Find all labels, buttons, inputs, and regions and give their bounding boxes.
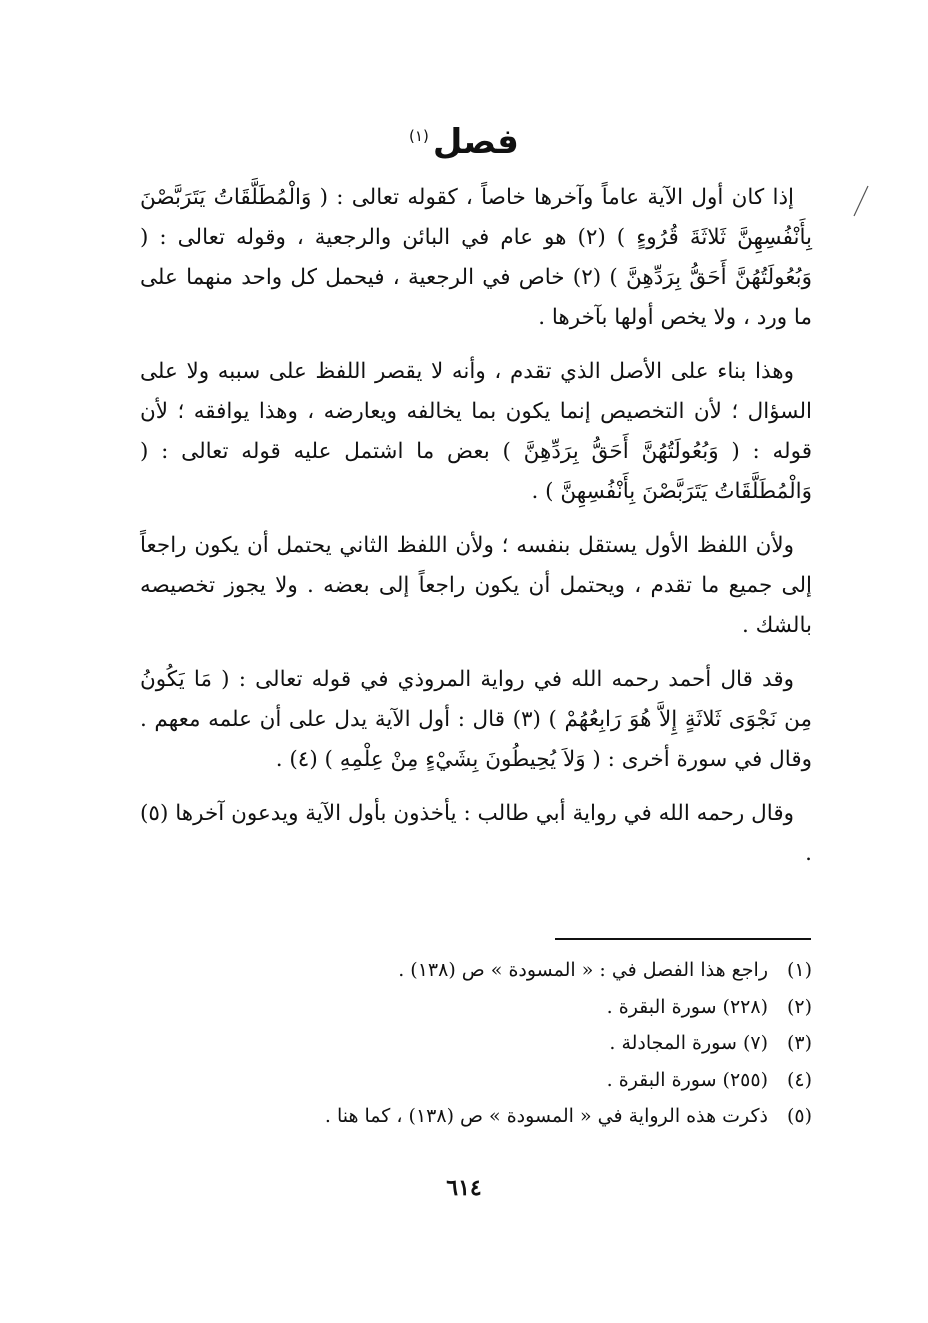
footnote-item <box>260 1098 812 1135</box>
paragraph-3: ولأن اللفظ الأول يستقل بنفسه ؛ ولأن اللفظ الثاني يحتمل أن يكون راجعاً إلى جميع ما تقدم ، ويحتمل أن يكون راجعاً إلى بعضه . ولا يجوز تخصيصه بالشك . <box>140 533 812 638</box>
footnote-number: (٢) <box>786 995 812 1018</box>
footnote-text: ذكرت هذه الرواية في « المسودة » ص (١٣٨) ، كما هنا . <box>324 1105 768 1127</box>
footnote-number: (٥) <box>786 1105 812 1127</box>
footnote-text: (٢٢٨) سورة البقرة . <box>606 995 768 1018</box>
footnote-divider <box>555 938 811 940</box>
paragraph-4: وقد قال أحمد رحمه الله في رواية المروذي في قوله تعالى : ( مَا يَكُونُ مِن نَجْوَى ثَلاثَةٍ إِلاَّ هُوَ رَابِعُهُمْ ) (٣) قال : أول الآية يدل على أن علمه معهم . وقال في سورة أخرى : ( وَلاَ يُحِيطُونَ بِشَيْءٍ مِنْ عِلْمِهِ ) (٤) . <box>140 667 813 772</box>
paragraph-1: إذا كان أول الآية عاماً وآخرها خاصاً ، كقوله تعالى : ( وَالْمُطَلَّقَاتُ يَتَرَبَّصْنَ بِأَنْفُسِهِنَّ ثَلاثَةَ قُرُوءٍ ) (٢) هو عام في البائن والرجعية ، وقوله تعالى : ( وَبُعُولَتُهُنَّ أَحَقُّ بِرَدِّهِنَّ ) (٢) خاص في الرجعية ، فيحمل كل واحد منهما على ما ورد ، ولا يخص أولها بآخرها . <box>140 185 813 330</box>
footnote-item <box>260 1025 812 1062</box>
heading-title: فصل <box>432 122 519 162</box>
footnote-text: راجع هذا الفصل في : « المسودة » ص (١٣٨) . <box>398 959 768 981</box>
section-heading <box>0 122 928 162</box>
footnote-item <box>260 989 812 1026</box>
margin-pencil-mark <box>850 184 872 218</box>
footnotes <box>260 952 812 1135</box>
heading-footnote-ref: (١) <box>409 126 429 145</box>
footnote-number: (٤) <box>786 1068 812 1091</box>
footnote-text: (٧) سورة المجادلة . <box>609 1032 768 1054</box>
footnote-number: (١) <box>786 959 812 981</box>
body-text <box>140 178 812 888</box>
footnote-text: (٢٥٥) سورة البقرة . <box>606 1068 768 1091</box>
footnote-item <box>260 952 812 989</box>
footnote-number: (٣) <box>786 1032 812 1054</box>
paragraph-2: وهذا بناء على الأصل الذي تقدم ، وأنه لا يقصر اللفظ على سببه ولا على السؤال ؛ لأن التخصيص إنما يكون بما يخالفه ويعارضه ، وهذا يوافقه ؛ لأن قوله : ( وَبُعُولَتُهُنَّ أَحَقُّ بِرَدِّهِنَّ ) بعض ما اشتمل عليه قوله تعالى : ( وَالْمُطَلَّقَاتُ يَتَرَبَّصْنَ بِأَنْفُسِهِنَّ ) . <box>140 359 812 504</box>
page-number: ٦١٤ <box>446 1175 482 1201</box>
footnote-item <box>260 1062 812 1099</box>
paragraph-5: وقال رحمه الله في رواية أبي طالب : يأخذون بأول الآية ويدعون آخرها (٥) . <box>140 801 812 866</box>
